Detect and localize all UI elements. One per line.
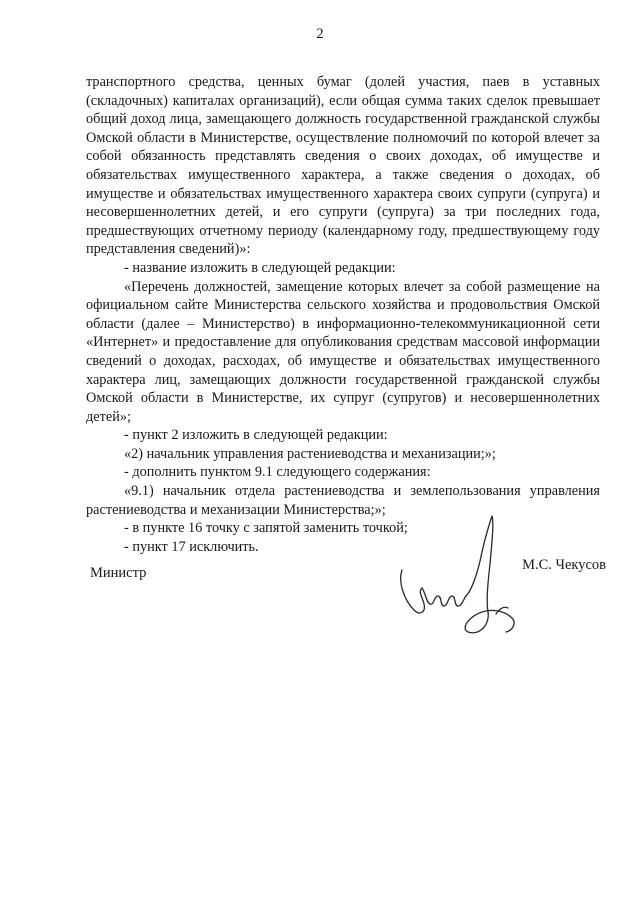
signature-block [86,557,606,657]
paragraph-item9-1-instruction: - дополнить пунктом 9.1 следующего содержания: [124,464,431,481]
paragraph-rename-instruction: - название изложить в следующей редакции: [124,259,396,276]
paragraph-new-title: «Перечень должностей, замещение которых влечет за собой размещение на официальном сайте Министерства сельского хозяйства и продовольствия Омской области (далее – Министерство) в информационно-телекоммуникационной сети «Интернет» и предоставление для опубликования средствам массовой информации сведений о доходах, расходах, об имуществе и обязательствах имущественного характера лиц, замещающих должности государственной гражданской службы Омской области в Министерстве, их супруг (супругов) и несовершеннолетних детей»; [86,278,600,425]
page-number: 2 [316,26,324,42]
signatory-title: Министр [90,565,147,581]
paragraph-item9-1-text: «9.1) начальник отдела растениеводства и землепользования управления растениеводства и механизации Министерства;»; [86,483,600,518]
paragraph-item2-text: «2) начальник управления растениеводства и механизации;»; [124,445,496,462]
paragraph-continuation: транспортного средства, ценных бумаг (долей участия, паев в уставных (складочных) капиталах организаций), если общая сумма таких сделок превышает общий доход лица, замещающего должность государственной гражданской службы Омской области в Министерстве, осуществление полномочий по которой влечет за собой обязанность представлять сведения о своих доходах, об имуществе и обязательствах имущественного характера, а также сведения о доходах, об имуществе и обязательствах имущественного характера своих супруги (супруга) и несовершеннолетних детей, и его супруги (супруга) за три последних года, предшествующих отчетному периоду (календарному году, предшествующему году представления сведений)»: [86,74,600,258]
document-body [86,73,600,556]
handwritten-signature [396,512,521,642]
paragraph-item17-instruction: - пункт 17 исключить. [124,538,259,555]
signatory-name: М.С. Чекусов [522,557,606,573]
paragraph-item2-instruction: - пункт 2 изложить в следующей редакции: [124,427,388,444]
paragraph-item16-instruction: - в пункте 16 точку с запятой заменить точкой; [124,520,408,537]
